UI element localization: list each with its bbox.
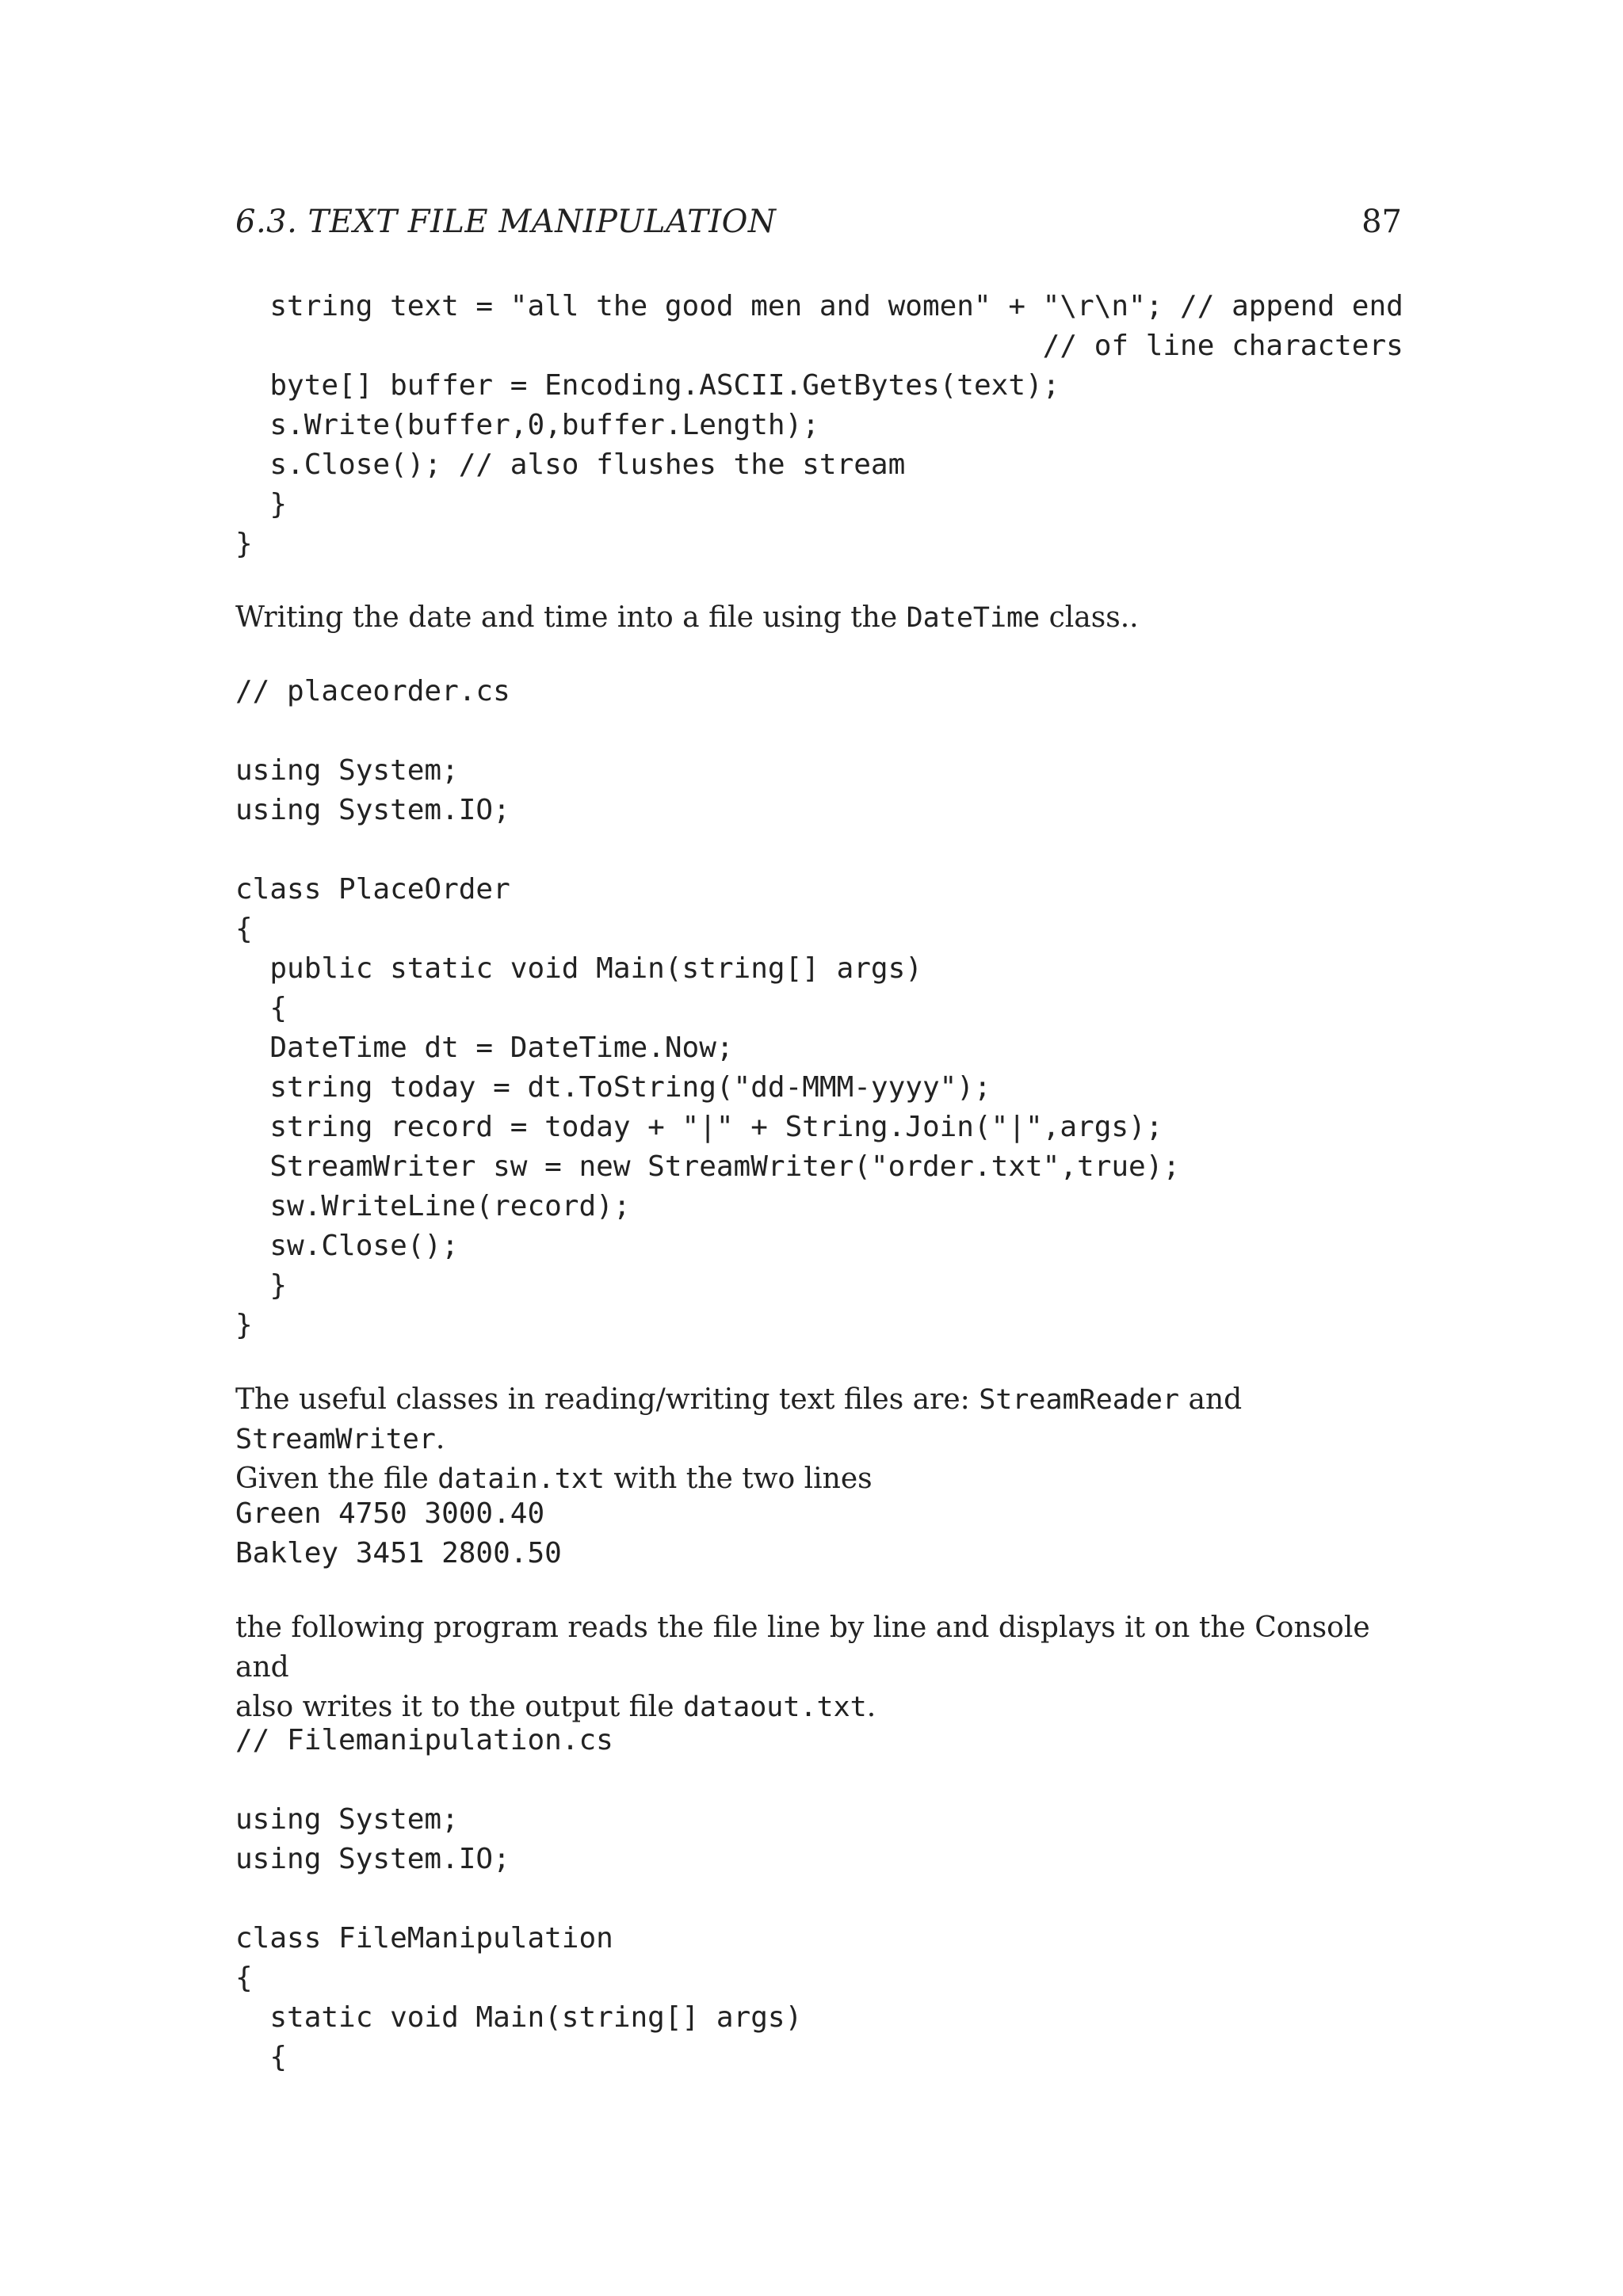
inline-code: datain.txt — [437, 1463, 605, 1495]
paragraph-text: also writes it to the output file — [235, 1691, 683, 1723]
paragraph-text: Given the file — [235, 1463, 438, 1495]
page-number: 87 — [1361, 204, 1402, 240]
paragraph-program-description — [235, 1608, 1408, 1727]
paragraph-text: The useful classes in reading/writing text files are: — [235, 1383, 980, 1416]
paragraph-line: the following program reads the file line by line and displays it on the Console and — [235, 1611, 1370, 1684]
code-block-continued: string text = "all the good men and women" + "\r\n"; // append end // of line characters byte[] buffer = Encoding.ASCII.GetBytes(text); s.Write(buffer,0,buffer.Length); s.Close(); // also flushes the stream } } — [235, 290, 1403, 560]
paragraph-line — [235, 1380, 1408, 1459]
code-block-placeorder: // placeorder.cs using System; using System.IO; class PlaceOrder { public static void Main(string[] args) { DateTime dt = DateTime.Now; string today = dt.ToString("dd-MMM-yyyy"); string record = today + "|" + String.Join("|",args); StreamWriter sw = new StreamWriter("order.txt",true); sw.WriteLine(record); sw.Close(); } } — [235, 675, 1181, 1341]
paragraph-text: class.. — [1040, 601, 1139, 634]
inline-code: dataout.txt — [682, 1691, 867, 1723]
inline-code: StreamReader — [979, 1384, 1180, 1416]
paragraph-line — [235, 1459, 1408, 1499]
paragraph-text: . — [866, 1691, 876, 1723]
paragraph-text: . — [435, 1423, 445, 1455]
paragraph-text: and — [1179, 1383, 1243, 1416]
code-block-filemanipulation: // Filemanipulation.cs using System; using System.IO; class FileManipulation { static void Main(string[] args) { — [235, 1724, 803, 2073]
paragraph-text: Writing the date and time into a file using the — [235, 601, 907, 634]
code-block-datain: Green 4750 3000.40 Bakley 3451 2800.50 — [235, 1497, 562, 1569]
paragraph-useful-classes — [235, 1380, 1408, 1499]
running-header — [235, 198, 1402, 246]
paragraph-text: with the two lines — [604, 1463, 873, 1495]
section-title: 6.3. TEXT FILE MANIPULATION — [235, 204, 777, 240]
inline-code: StreamWriter — [235, 1424, 436, 1455]
inline-code: DateTime — [906, 602, 1041, 634]
paragraph-datetime-intro — [235, 598, 1408, 638]
